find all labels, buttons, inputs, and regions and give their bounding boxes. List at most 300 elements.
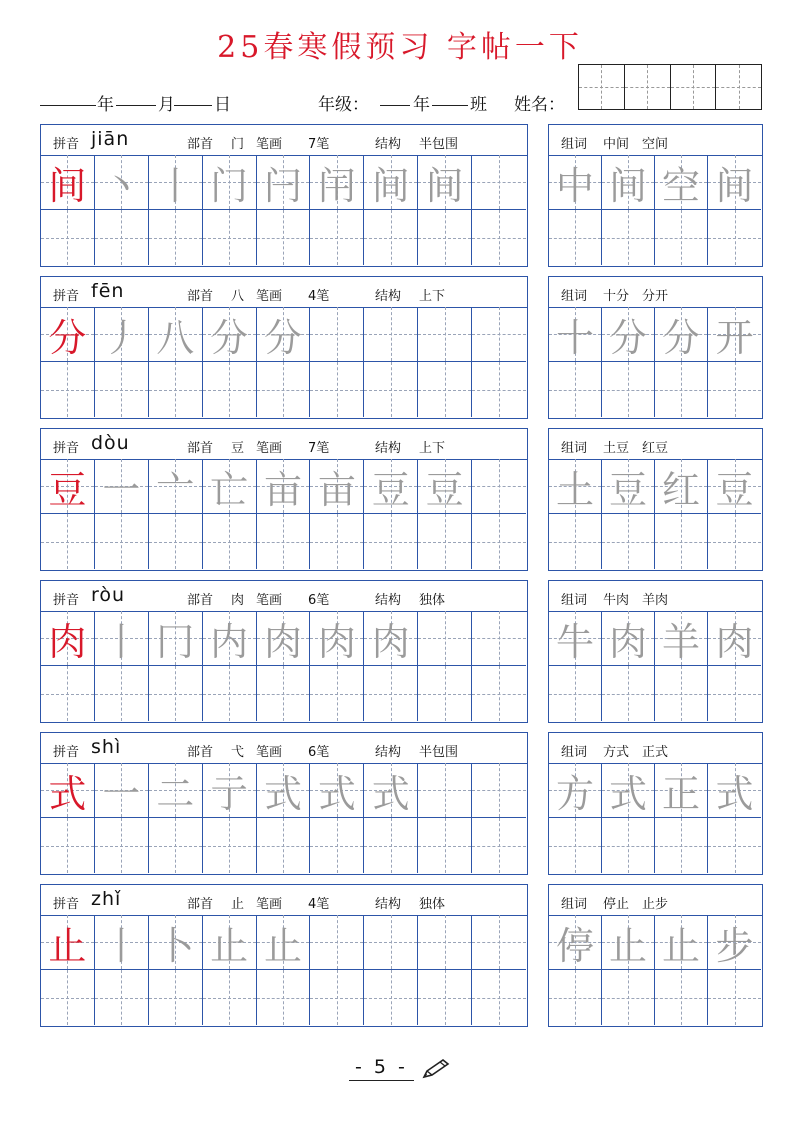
word-character: 中 [555,163,594,208]
grid-cell[interactable] [655,362,708,417]
grid-cell[interactable] [708,818,761,873]
grid-cell[interactable] [310,818,364,873]
character-practice-block [40,732,528,875]
grid-cell[interactable] [95,763,149,818]
grid-cell[interactable] [549,970,602,1025]
grade-year-label: 年 [413,95,430,115]
word-character: 式 [608,771,647,816]
grid-guide-horizontal [257,390,310,391]
strokes-label: 笔画 [256,137,283,152]
grid-guide-horizontal [472,790,526,791]
grid-cell[interactable] [418,307,472,362]
grid-cell[interactable] [655,970,708,1025]
grid-cell[interactable] [708,155,761,210]
grid-cell[interactable] [655,818,708,873]
grid-cell[interactable] [708,666,761,721]
writing-grid [549,459,762,570]
grid-cell[interactable] [310,666,364,721]
word-character: 空 [661,163,700,208]
grid-guide-horizontal [203,694,256,695]
grid-cell[interactable] [418,155,472,210]
grid-cell[interactable] [203,459,257,514]
grid-cell[interactable] [364,514,418,569]
structure-value: 独体 [419,593,446,608]
grid-guide-horizontal [472,942,526,943]
grid-cell[interactable] [149,155,203,210]
grid-cell[interactable] [708,514,761,569]
word-practice-block [548,580,763,723]
grid-cell[interactable] [418,459,472,514]
grid-guide-horizontal [95,998,148,999]
grid-cell[interactable] [203,666,257,721]
stroke-step-character: 亠 [156,467,195,512]
grid-cell[interactable] [472,210,526,265]
grid-cell[interactable] [257,818,311,873]
word-character: 十 [555,315,594,360]
character-practice-block [40,124,528,267]
word-info-header [549,277,762,308]
grid-guide-horizontal [41,998,94,999]
grid-cell[interactable] [310,970,364,1025]
structure-value: 独体 [419,897,446,912]
radical-label: 部首 [187,289,214,304]
grid-cell[interactable] [41,611,95,666]
grid-cell[interactable] [655,611,708,666]
grid-cell[interactable] [310,915,364,970]
grid-cell[interactable] [149,763,203,818]
grid-guide-horizontal [41,846,94,847]
grid-guide-horizontal [549,238,601,239]
grid-cell[interactable] [602,763,655,818]
grid-cell[interactable] [310,763,364,818]
grade-year-blank[interactable] [380,105,410,106]
stroke-step-character: 肉 [317,619,356,664]
grid-cell[interactable] [257,611,311,666]
grid-cell[interactable] [257,155,311,210]
grid-cell[interactable] [41,514,95,569]
stroke-step-character: 豆 [371,467,410,512]
grid-cell[interactable] [149,459,203,514]
grid-guide-horizontal [41,694,94,695]
radical-value: 肉 [231,593,245,608]
grid-cell[interactable] [472,459,526,514]
grid-cell[interactable] [257,514,311,569]
grid-cell[interactable] [602,666,655,721]
character-info-header [41,581,527,612]
pinyin-value: fēn [91,280,125,302]
grid-cell[interactable] [602,459,655,514]
grid-cell[interactable] [418,514,472,569]
grid-cell[interactable] [472,763,526,818]
grid-guide-horizontal [418,790,471,791]
grid-cell[interactable] [95,666,149,721]
word-practice-block [548,428,763,571]
structure-value: 半包围 [419,137,459,152]
grid-cell[interactable] [418,763,472,818]
grid-cell[interactable] [95,970,149,1025]
grid-cell[interactable] [95,155,149,210]
grid-cell[interactable] [257,307,311,362]
grid-guide-horizontal [472,694,526,695]
grid-guide-horizontal [655,846,707,847]
grid-cell[interactable] [549,915,602,970]
grid-cell[interactable] [364,459,418,514]
grid-cell[interactable] [549,763,602,818]
grid-cell[interactable] [149,915,203,970]
grid-guide-horizontal [95,694,148,695]
grid-guide-horizontal [418,638,471,639]
stroke-step-character: 分 [210,315,249,360]
radical-value: 门 [231,137,245,152]
grid-cell[interactable] [364,818,418,873]
writing-grid [549,763,762,874]
grid-cell[interactable] [549,514,602,569]
grid-cell[interactable] [708,970,761,1025]
stroke-step-character: 冂 [156,619,195,664]
word-practice-block [548,124,763,267]
grid-guide-horizontal [257,238,310,239]
grid-cell[interactable] [655,514,708,569]
grid-cell[interactable] [41,763,95,818]
grid-cell[interactable] [602,362,655,417]
word-character: 羊 [661,619,700,664]
stroke-step-character: 卜 [156,923,195,968]
grid-guide-horizontal [149,390,202,391]
grid-cell[interactable] [203,915,257,970]
grid-cell[interactable] [149,611,203,666]
structure-label: 结构 [375,441,402,456]
grid-cell[interactable] [708,459,761,514]
stroke-step-character: 间 [371,163,410,208]
grid-cell[interactable] [95,307,149,362]
grid-cell[interactable] [418,818,472,873]
grid-cell[interactable] [41,307,95,362]
grid-guide-horizontal [418,846,471,847]
grid-cell[interactable] [95,818,149,873]
grid-guide-horizontal [549,542,601,543]
grid-guide-horizontal [418,694,471,695]
words-value: 方式 正式 [603,745,669,760]
grid-guide-horizontal [418,998,471,999]
character-practice-block [40,580,528,723]
grid-cell[interactable] [257,362,311,417]
grid-cell[interactable] [418,611,472,666]
grid-guide-horizontal [472,638,526,639]
grid-cell[interactable] [203,763,257,818]
stroke-step-character: 止 [263,923,302,968]
grid-cell[interactable] [472,915,526,970]
grid-cell[interactable] [257,763,311,818]
grid-cell[interactable] [655,666,708,721]
words-label: 组词 [561,897,588,912]
grid-cell[interactable] [203,362,257,417]
grid-cell[interactable] [418,362,472,417]
grid-cell[interactable] [549,666,602,721]
grid-guide-horizontal [549,390,601,391]
grid-guide-horizontal [549,846,601,847]
grid-cell[interactable] [472,818,526,873]
stroke-step-character: 门 [210,163,249,208]
grid-cell[interactable] [602,970,655,1025]
stroke-step-character: 丨 [102,923,141,968]
grid-cell[interactable] [549,362,602,417]
grid-cell[interactable] [149,970,203,1025]
grid-cell[interactable] [257,666,311,721]
grid-cell[interactable] [364,763,418,818]
grid-cell[interactable] [364,362,418,417]
name-cell[interactable] [579,65,625,109]
pinyin-label: 拼音 [53,593,80,608]
grid-cell[interactable] [310,459,364,514]
grid-cell[interactable] [655,155,708,210]
word-character: 间 [715,163,754,208]
grid-cell[interactable] [203,307,257,362]
stroke-step-character: 丿 [102,315,141,360]
grid-cell[interactable] [472,514,526,569]
grid-cell[interactable] [310,362,364,417]
grid-cell[interactable] [472,970,526,1025]
stroke-step-character: 丶 [102,163,141,208]
words-value: 牛肉 羊肉 [603,593,669,608]
grid-guide-horizontal [708,238,761,239]
grid-cell[interactable] [41,362,95,417]
grid-cell[interactable] [203,514,257,569]
grid-cell[interactable] [602,611,655,666]
grid-guide-horizontal [364,846,417,847]
word-character: 牛 [555,619,594,664]
grid-cell[interactable] [203,970,257,1025]
month-label: 月 [158,95,175,115]
grid-guide-horizontal [149,846,202,847]
grid-cell[interactable] [41,818,95,873]
grid-cell[interactable] [418,666,472,721]
grid-cell[interactable] [708,362,761,417]
word-character: 豆 [715,467,754,512]
words-label: 组词 [561,289,588,304]
grid-cell[interactable] [655,763,708,818]
structure-label: 结构 [375,593,402,608]
strokes-value: 6笔 [308,745,330,760]
class-blank[interactable] [432,105,468,106]
grid-cell[interactable] [95,362,149,417]
grid-cell[interactable] [203,818,257,873]
pinyin-label: 拼音 [53,745,80,760]
grid-cell[interactable] [364,307,418,362]
radical-value: 八 [231,289,245,304]
word-character: 止 [608,923,647,968]
grid-guide-horizontal [472,182,526,183]
grid-cell[interactable] [257,970,311,1025]
grid-cell[interactable] [203,155,257,210]
day-blank[interactable] [174,105,212,106]
grid-cell[interactable] [41,915,95,970]
name-box[interactable] [578,64,762,110]
grid-cell[interactable] [149,307,203,362]
grid-cell[interactable] [257,915,311,970]
stroke-step-character: 二 [156,771,195,816]
grid-cell[interactable] [364,970,418,1025]
grid-cell[interactable] [708,611,761,666]
writing-grid [549,611,762,722]
grid-cell[interactable] [655,915,708,970]
grid-cell[interactable] [257,210,311,265]
writing-grid [41,915,527,1026]
stroke-step-character: 闬 [317,163,356,208]
grid-guide-horizontal [95,390,148,391]
grid-cell[interactable] [41,970,95,1025]
character-info-header [41,277,527,308]
grid-cell[interactable] [472,611,526,666]
character-practice-block [40,276,528,419]
structure-label: 结构 [375,289,402,304]
model-character: 肉 [48,619,87,664]
grid-guide-horizontal [472,334,526,335]
grid-cell[interactable] [602,307,655,362]
grid-cell[interactable] [602,818,655,873]
date-grade-name-row [40,84,580,114]
name-cell[interactable] [716,65,761,109]
grid-cell[interactable] [418,915,472,970]
grid-guide-horizontal [257,998,310,999]
grid-guide-horizontal [95,238,148,239]
grid-guide-horizontal [310,942,363,943]
grid-cell[interactable] [149,210,203,265]
grid-guide-horizontal [257,694,310,695]
grid-cell[interactable] [310,155,364,210]
grid-cell[interactable] [95,611,149,666]
grid-cell[interactable] [549,307,602,362]
radical-label: 部首 [187,897,214,912]
grid-cell[interactable] [549,818,602,873]
stroke-step-character: 分 [263,315,302,360]
strokes-value: 7笔 [308,441,330,456]
stroke-step-character: 豆 [425,467,464,512]
grid-guide-horizontal [364,942,417,943]
grid-cell[interactable] [602,210,655,265]
word-practice-block [548,732,763,875]
grid-cell[interactable] [549,611,602,666]
grid-cell[interactable] [655,307,708,362]
grid-cell[interactable] [203,611,257,666]
word-character: 停 [555,923,594,968]
grid-cell[interactable] [41,459,95,514]
grid-guide-horizontal [257,542,310,543]
grid-cell[interactable] [418,970,472,1025]
month-blank[interactable] [116,105,156,106]
grid-cell[interactable] [549,459,602,514]
grid-cell[interactable] [364,915,418,970]
grid-guide-horizontal [549,998,601,999]
grid-cell[interactable] [203,210,257,265]
grid-guide-horizontal [149,694,202,695]
grid-cell[interactable] [708,210,761,265]
grid-cell[interactable] [364,155,418,210]
grade-label: 年级： [318,95,369,115]
grid-cell[interactable] [95,915,149,970]
word-character: 步 [715,923,754,968]
word-character: 间 [608,163,647,208]
strokes-label: 笔画 [256,745,283,760]
grid-guide-horizontal [602,390,654,391]
grid-cell[interactable] [310,210,364,265]
grid-cell[interactable] [655,210,708,265]
grid-cell[interactable] [708,915,761,970]
grid-cell[interactable] [95,210,149,265]
year-blank[interactable] [40,105,96,106]
grid-cell[interactable] [364,666,418,721]
grid-cell[interactable] [549,155,602,210]
grid-guide-horizontal [149,542,202,543]
grid-cell[interactable] [95,459,149,514]
grid-cell[interactable] [149,818,203,873]
grid-cell[interactable] [549,210,602,265]
grid-guide-horizontal [655,390,707,391]
grid-cell[interactable] [95,514,149,569]
grid-cell[interactable] [472,307,526,362]
radical-label: 部首 [187,137,214,152]
grid-guide-horizontal [149,238,202,239]
word-info-header [549,581,762,612]
grid-cell[interactable] [472,666,526,721]
stroke-step-character: 内 [210,619,249,664]
strokes-value: 7笔 [308,137,330,152]
radical-value: 弋 [231,745,245,760]
grid-guide-horizontal [310,694,363,695]
grid-cell[interactable] [310,611,364,666]
grid-cell[interactable] [364,611,418,666]
word-info-header [549,733,762,764]
grid-guide-horizontal [708,694,761,695]
grid-guide-horizontal [95,542,148,543]
grid-cell[interactable] [602,155,655,210]
radical-value: 豆 [231,441,245,456]
grid-cell[interactable] [472,155,526,210]
pinyin-label: 拼音 [53,441,80,456]
grid-cell[interactable] [257,459,311,514]
strokes-value: 4笔 [308,289,330,304]
grid-cell[interactable] [364,210,418,265]
name-cell[interactable] [625,65,671,109]
grid-cell[interactable] [41,210,95,265]
grid-cell[interactable] [149,514,203,569]
name-cell[interactable] [671,65,717,109]
grid-cell[interactable] [418,210,472,265]
grid-guide-horizontal [472,238,526,239]
grid-cell[interactable] [41,155,95,210]
grid-cell[interactable] [41,666,95,721]
grid-cell[interactable] [149,362,203,417]
class-label: 班 [470,95,487,115]
pinyin-value: dòu [91,432,130,454]
radical-label: 部首 [187,745,214,760]
grid-cell[interactable] [472,362,526,417]
grid-guide-horizontal [708,998,761,999]
grid-cell[interactable] [602,915,655,970]
grid-guide-horizontal [364,334,417,335]
grid-cell[interactable] [149,666,203,721]
word-character: 分 [661,315,700,360]
grid-cell[interactable] [602,514,655,569]
grid-guide-horizontal [708,846,761,847]
grid-guide-horizontal [310,846,363,847]
grid-cell[interactable] [708,307,761,362]
grid-cell[interactable] [310,514,364,569]
grid-guide-horizontal [95,846,148,847]
grid-cell[interactable] [655,459,708,514]
grid-cell[interactable] [708,763,761,818]
grid-cell[interactable] [310,307,364,362]
strokes-label: 笔画 [256,897,283,912]
